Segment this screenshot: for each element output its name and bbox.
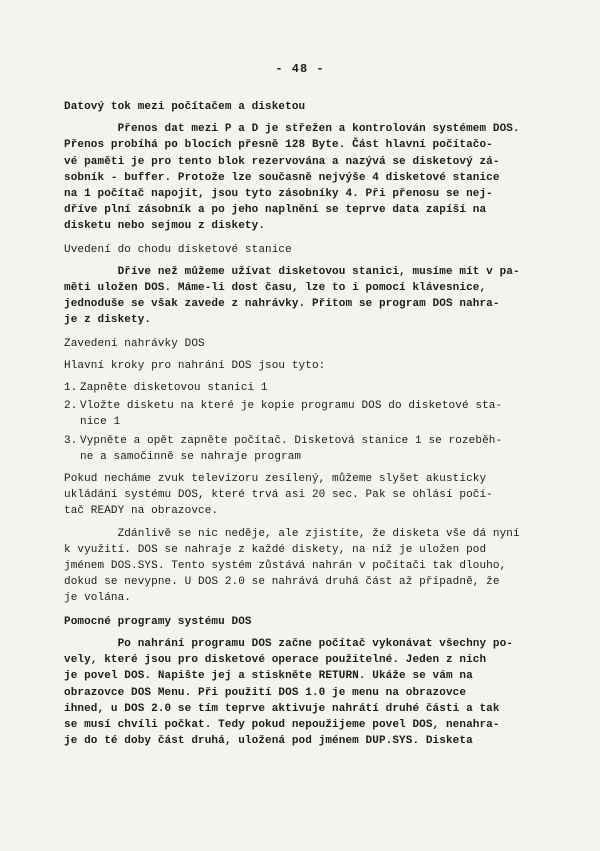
text-line: k využití. DOS se nahraje z každé diskety, na níž je uložen pod — [64, 543, 487, 556]
list-number: 2. — [64, 400, 78, 413]
text-line: Po nahrání programu DOS začne počítač vykonávat všechny po- — [64, 637, 513, 650]
text-line: je volána. — [64, 592, 132, 605]
text-line: Přenos probíhá po blocích přesně 128 Byte. Část hlavní počítačo- — [64, 139, 493, 152]
text-line: vely, které jsou pro disketové operace použitelné. Jeden z nich — [64, 654, 487, 667]
list-item — [64, 398, 548, 430]
text-line: měti uložen DOS. Máme-li dost času, lze to i pomocí klávesnice, — [64, 282, 487, 295]
text-line: jménem DOS.SYS. Tento systém zůstává nahrán v počítači tak dlouho, — [64, 560, 507, 573]
text-line: ihned, u DOS 2.0 se tím teprve aktivuje nahrátí druhé části a tak — [64, 702, 500, 715]
list-item — [64, 433, 548, 465]
text-line: je z diskety. — [64, 314, 152, 327]
list-item — [64, 380, 548, 396]
page-number: - 48 - — [275, 62, 325, 76]
list-number: 3. — [64, 434, 78, 447]
paragraph — [64, 358, 548, 374]
text-line: jednoduše se však zavede z nahrávky. Přitom se program DOS nahra- — [64, 298, 500, 311]
text-line: dříve plní zásobník a po jeho naplnění se teprve data zapíší na — [64, 204, 487, 217]
text-line: na 1 počítač napojit, jsou tyto zásobníky 4. Při přenosu se nej- — [64, 188, 493, 201]
paragraph — [64, 121, 548, 234]
list-number: 1. — [64, 382, 78, 395]
text-line: je do té doby část druhá, uložená pod jménem DUP.SYS. Disketa — [64, 735, 473, 748]
text-line: se musí chvíli počkat. Tedy pokud nepoužijeme povel DOS, nenahra- — [64, 718, 500, 731]
paragraph — [64, 636, 548, 749]
document-body — [64, 92, 548, 755]
text-line: Pokud necháme zvuk televizoru zesílený, můžeme slyšet akusticky — [64, 473, 487, 486]
paragraph — [64, 471, 548, 520]
section-heading: Zavedení nahrávky DOS — [64, 337, 205, 350]
section-heading: Uvedení do chodu disketové stanice — [64, 243, 292, 256]
section-heading: Pomocné programy systému DOS — [64, 615, 252, 628]
paragraph — [64, 264, 548, 329]
section-heading: Datový tok mezi počítačem a disketou — [64, 101, 306, 113]
list-text — [80, 380, 548, 396]
list-text — [80, 433, 548, 465]
paragraph — [64, 526, 548, 607]
text-line: Zapněte disketovou stanici 1 — [80, 382, 268, 395]
numbered-list — [64, 380, 548, 465]
text-line: Vypněte a opět zapněte počítač. Disketová stanice 1 se rozeběh- — [80, 434, 503, 447]
text-line: Přenos dat mezi P a D je střežen a kontrolován systémem DOS. — [64, 123, 520, 136]
text-line: disketu nebo sejmou z diskety. — [64, 220, 266, 233]
text-line: je povel DOS. Napište jej a stiskněte RETURN. Ukáže se vám na — [64, 670, 473, 683]
text-line: dokud se nevypne. U DOS 2.0 se nahrává druhá část až případně, že — [64, 576, 500, 589]
text-line: nice 1 — [80, 416, 121, 429]
text-line: Dříve než můžeme užívat disketovou stanici, musíme mít v pa- — [64, 265, 520, 278]
text-line: Zdánlivě se nic neděje, ale zjistíte, že disketa vše dá nyní — [64, 527, 520, 540]
text-line: tač READY na obrazovce. — [64, 505, 219, 518]
text-line: sobník - buffer. Protože lze současně nejvýše 4 disketové stanice — [64, 171, 500, 184]
text-line: vé paměti je pro tento blok rezervována a nazývá se disketový zá- — [64, 155, 500, 168]
text-line: Hlavní kroky pro nahrání DOS jsou tyto: — [64, 359, 326, 372]
text-line: Vložte disketu na které je kopie programu DOS do disketové sta- — [80, 400, 503, 413]
text-line: ne a samočinně se nahraje program — [80, 450, 302, 463]
list-text — [80, 398, 548, 430]
text-line: ukládání systému DOS, které trvá asi 20 sec. Pak se ohlásí počí- — [64, 489, 493, 502]
text-line: obrazovce DOS Menu. Při použití DOS 1.0 je menu na obrazovce — [64, 686, 467, 699]
